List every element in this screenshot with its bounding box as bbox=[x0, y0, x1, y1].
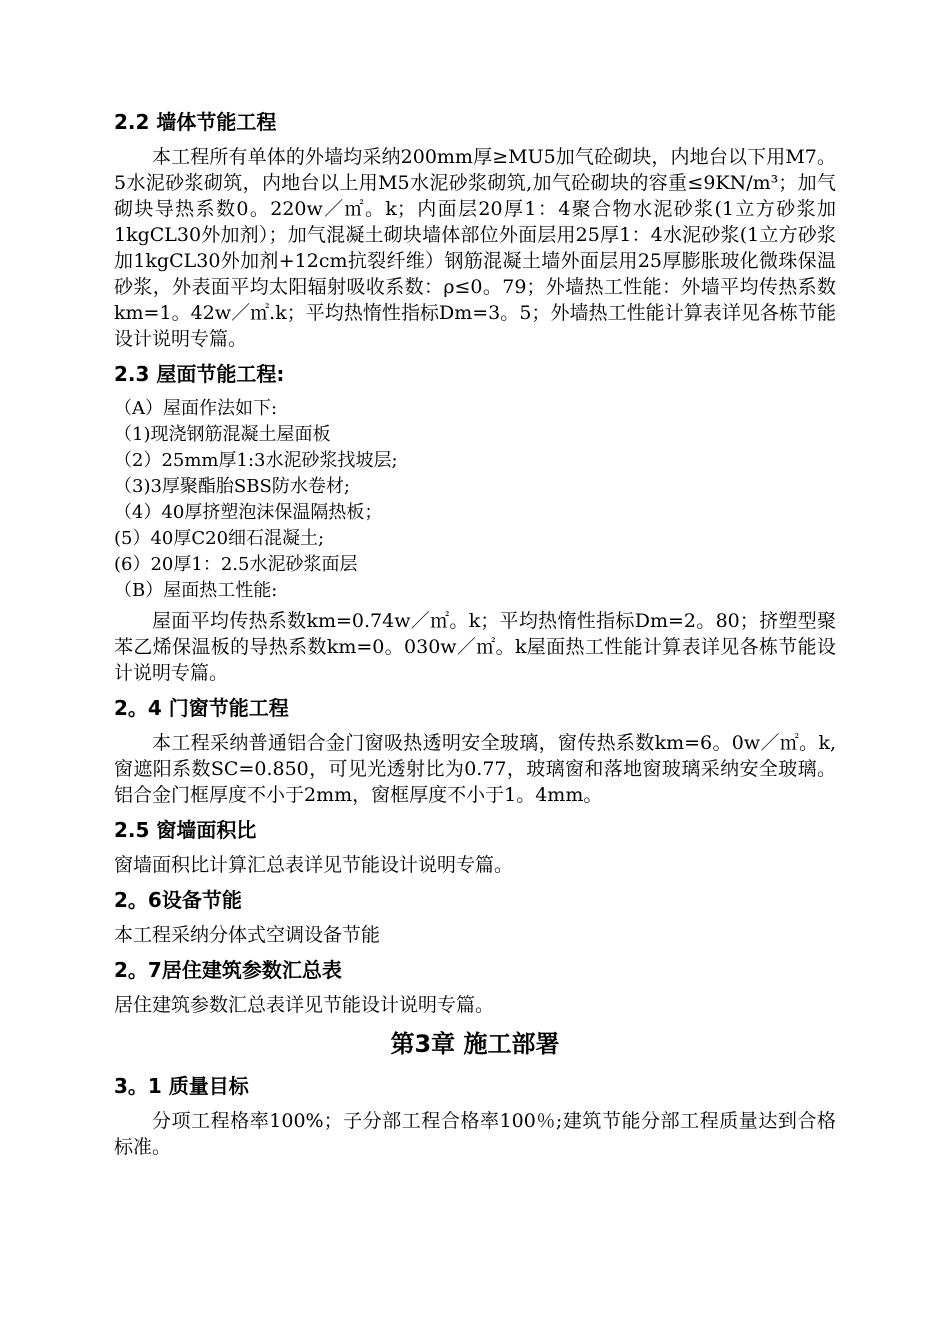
section-body-2-2: 本工程所有单体的外墙均采纳200mm厚≥MU5加气砼砌块，内地台以下用M7。5水泥砂浆砌筑，内地台以上用M5水泥砂浆砌筑,加气砼砌块的容重≤9KN/m³；加气砌块导热系数0。220w／㎡。k；内面层20厚1：4聚合物水泥砂浆(1立方砂浆加1kgCL30外加剂）；加气混凝土砌块墙体部位外面层用25厚1：4水泥砂浆(1立方砂浆加1kgCL30外加剂+12cm抗裂纤维）钢筋混凝土墙外面层用25厚膨胀玻化微珠保温砂浆，外表面平均太阳辐射吸收系数：ρ≤0。79；外墙热工性能：外墙平均传热系数km=1。42w／㎡.k；平均热惰性指标Dm=3。5；外墙热工性能计算表详见各栋节能设计说明专篇。 bbox=[114, 146, 836, 350]
list-item: （1)现浇钢筋混凝土屋面板 bbox=[114, 424, 331, 445]
list-item: （2）25mm厚1:3水泥砂浆找坡层; bbox=[114, 450, 398, 471]
section-heading-2-6: 2。6设备节能 bbox=[114, 888, 242, 912]
document-content bbox=[114, 108, 836, 1168]
list-item: （4）40厚挤塑泡沫保温隔热板； bbox=[114, 502, 383, 523]
section-heading-2-3: 2.3 屋面节能工程: bbox=[114, 362, 285, 386]
section-heading-3-1: 3。1 质量目标 bbox=[114, 1074, 249, 1098]
section-heading-2-7: 2。7居住建筑参数汇总表 bbox=[114, 958, 342, 982]
section-body-2-4: 本工程采纳普通铝合金门窗吸热透明安全玻璃，窗传热系数km=6。0w／㎡。k,窗遮阳系数SC=0.850，可见光透射比为0.77，玻璃窗和落地窗玻璃采纳安全玻璃。铝合金门框厚度不小于2mm，窗框厚度不小于1。4mm。 bbox=[114, 732, 836, 806]
section-body-2-6: 本工程采纳分体式空调设备节能 bbox=[114, 924, 381, 946]
section-body-2-7: 居住建筑参数汇总表详见节能设计说明专篇。 bbox=[114, 994, 495, 1016]
chapter-title: 第3章 施工部署 bbox=[390, 1030, 560, 1058]
list-item: (6）20厚1：2.5水泥砂浆面层 bbox=[114, 554, 358, 575]
section-body-3-1: 分项工程格率100%；子分部工程合格率100％;建筑节能分部工程质量达到合格标准。 bbox=[114, 1110, 836, 1158]
list-item: （A）屋面作法如下: bbox=[114, 398, 278, 419]
section-body-2-5: 窗墙面积比计算汇总表详见节能设计说明专篇。 bbox=[114, 854, 514, 876]
section-body-2-3: 屋面平均传热系数km=0.74w／㎡。k；平均热惰性指标Dm=2。80；挤塑型聚苯乙烯保温板的导热系数km=0。030w／㎡。k屋面热工性能计算表详见各栋节能设计说明专篇。 bbox=[114, 610, 836, 684]
section-heading-2-4: 2。4 门窗节能工程 bbox=[114, 696, 289, 720]
section-heading-2-5: 2.5 窗墙面积比 bbox=[114, 818, 257, 842]
list-item: （B）屋面热工性能: bbox=[114, 580, 278, 601]
roof-method-list bbox=[114, 396, 836, 604]
section-heading-2-2: 2.2 墙体节能工程 bbox=[114, 110, 277, 134]
list-item: （3)3厚聚酯胎SBS防水卷材; bbox=[114, 476, 350, 497]
list-item: (5）40厚C20细石混凝土; bbox=[114, 528, 325, 549]
